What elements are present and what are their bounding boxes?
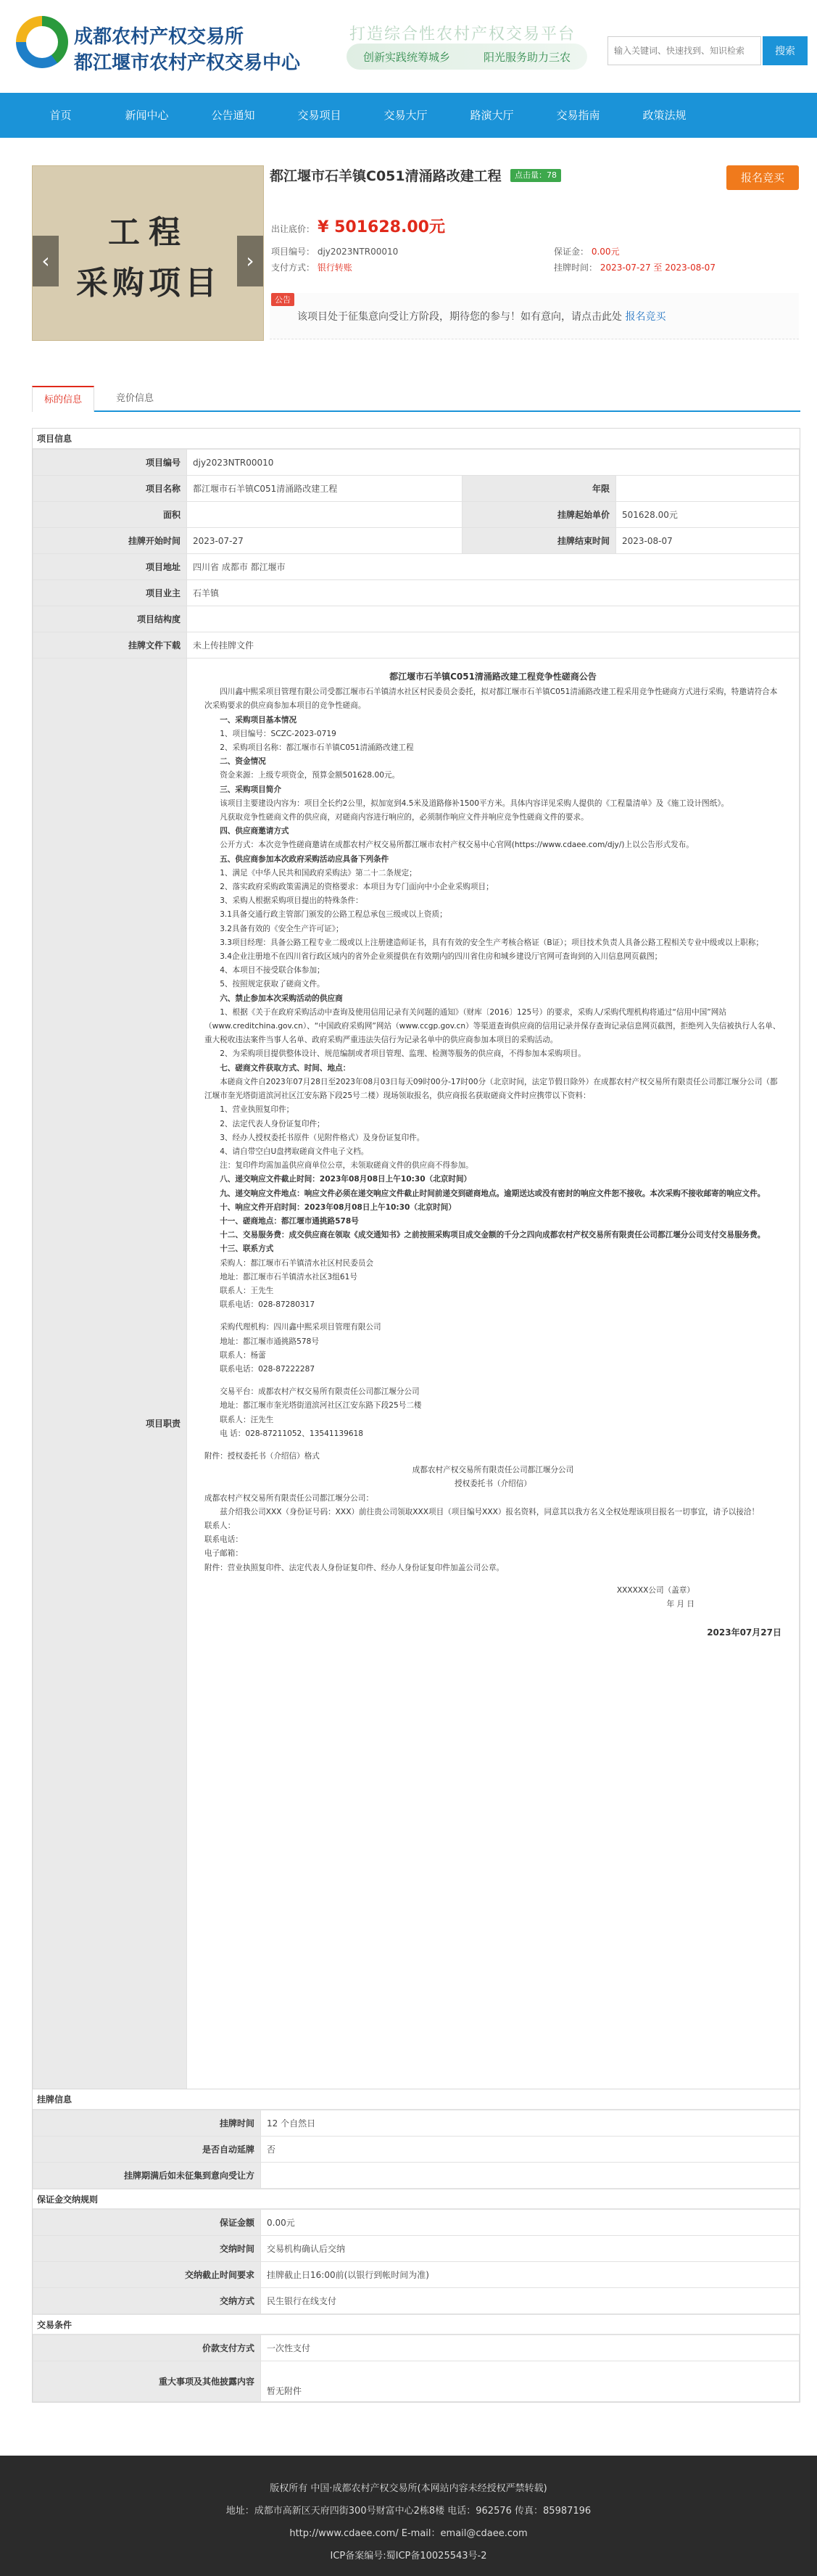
platform-tel: 电 话：028-87211052、13541139618	[220, 1429, 364, 1438]
ann-s5-7: 3.4企业注册地不在四川省行政区域内的省外企业须提供在有效期内的四川省住房和城乡建设厅官网可查询到的入川信息网页截图；	[220, 952, 663, 962]
nav-projects[interactable]: 交易项目	[297, 109, 341, 122]
address-label: 项目地址	[33, 554, 187, 580]
end-time-value: 2023-08-07	[616, 528, 800, 554]
attachment-heading: 成都农村产权交易所有限责任公司都江堰分公司	[412, 1466, 574, 1475]
banner-title: 工程	[108, 214, 189, 251]
attachment-note: 附件：授权委托书（介绍信）格式	[204, 1451, 320, 1461]
platform-address: 地址：都江堰市奎光塔街道滨河社区江安东路下段25号二楼	[220, 1401, 422, 1411]
attachment-contact: 联系人：	[204, 1521, 236, 1530]
nav-news[interactable]: 新闻中心	[125, 109, 169, 122]
ann-s7: 七、磋商文件获取方式、时间、地点：	[220, 1063, 351, 1073]
ann-s12: 十二、交易服务费：成交供应商在领取《成交通知书》之前按照采购项目成交金额的千分之四向成都农村产权交易所有限责任公司都江堰分公司支付交易服务费。	[220, 1231, 766, 1240]
area-label: 面积	[33, 502, 187, 528]
ann-s5-6: 3.3项目经理：具备公路工程专业二级或以上注册建造师证书，具有有效的安全生产考核合格证（B证）；项目技术负责人具备公路工程相关专业中级或以上职称；	[220, 938, 763, 947]
ann-s3-2: 凡获取竞争性磋商文件的供应商，对磋商内容进行响应的，必须制作响应文件并响应竞争性磋商文件的要求。	[220, 813, 589, 822]
project-name-value: 都江堰市石羊镇C051清涌路改建工程	[187, 476, 463, 502]
ann-s5: 五、供应商参加本次政府采购活动应具备下列条件	[220, 854, 389, 864]
agent-tel: 联系电话：028-87222287	[220, 1364, 315, 1374]
agent-address: 地址：都江堰市通挑路578号	[220, 1337, 319, 1346]
notice-message: 该项目处于征集意向受让方阶段，期待您的参与！如有意向，请点击此处	[297, 311, 622, 323]
footer-copyright: 版权所有 中国·成都农村产权交易所(本网站内容未经授权严禁转载)	[270, 2483, 547, 2494]
payment-label: 支付方式：	[271, 263, 315, 273]
attachment-signature: XXXXXX公司（盖章）	[616, 1585, 694, 1595]
spacer	[204, 1575, 781, 1584]
ann-intro: 四川鑫中熙采项目管理有限公司受都江堰市石羊镇清水社区村民委员会委托，拟对都江堰市石羊镇C051清涌路改建工程采用竞争性磋商方式进行采购，特邀请符合本次采购要求的供应商参加本项目的竞争性磋商。	[204, 688, 778, 711]
nav-guide[interactable]: 交易指南	[556, 109, 600, 122]
attachment-materials: 附件：营业执照复印件、法定代表人身份证复印件、经办人身份证复印件加盖公司公章。	[204, 1563, 505, 1572]
attachment-body: 兹介绍我公司XXX（身份证号码：XXX）前往贵公司领取XXX项目（项目编号XXX）报名资料，同意其以我方名义全权处理该项目报名一切事宜，请予以接洽！	[220, 1507, 760, 1516]
price-value: ¥ 501628.00元	[318, 218, 445, 236]
ann-s5-5: 3.2具备有效的《安全生产许可证》；	[220, 924, 344, 933]
address-value: 四川省 成都市 都江堰市	[187, 554, 800, 580]
attachment-recipient: 成都农村产权交易所有限责任公司都江堰分公司：	[204, 1493, 374, 1503]
structure-value	[187, 606, 800, 632]
spacer	[204, 1312, 781, 1321]
site-logo[interactable]	[16, 16, 68, 68]
ann-s4: 四、供应商邀请方式	[220, 827, 289, 836]
download-value: 未上传挂牌文件	[187, 632, 800, 659]
agent-name: 采购代理机构：四川鑫中熙采项目管理有限公司	[220, 1323, 381, 1332]
ann-s6-2: 2、为采购项目提供整体设计、规范编制或者项目管理、监理、检测等服务的供应商，不得参加本采购项目。	[220, 1049, 586, 1059]
ann-s8: 八、递交响应文件截止时间：2023年08月08日上午10:30（北京时间）	[220, 1175, 472, 1184]
ann-s11: 十一、磋商地点：都江堰市通挑路578号	[220, 1216, 359, 1226]
ann-s1: 一、采购项目基本情况	[220, 715, 297, 724]
buyer-name: 采购人：都江堰市石羊镇清水社区村民委员会	[220, 1258, 374, 1268]
buyer-tel: 联系电话：028-87280317	[220, 1300, 315, 1310]
deposit-row	[554, 245, 620, 257]
start-price-label: 挂牌起始单价	[463, 502, 616, 528]
ann-s3: 三、采购项目简介	[220, 785, 281, 794]
footer-address: 地址：成都市高新区天府四街300号财富中心2栋8楼 电话：962576 传真：85987196	[225, 2506, 592, 2517]
ann-s13: 十三、联系方式	[220, 1244, 274, 1254]
price-label: 出让底价：	[271, 224, 315, 234]
signup-label: 报名竞买	[740, 171, 784, 184]
deposit-amount-value: 0.00元	[261, 2210, 800, 2236]
ann-s5-4: 3.1具备交通行政主管部门颁发的公路工程总承包三级或以上资质；	[220, 910, 447, 920]
listing-time-value: 2023-07-27 至 2023-08-07	[600, 263, 716, 273]
ann-s9: 九、递交响应文件地点：响应文件必须在递交响应文件截止时间前递交到磋商地点。逾期送达或没有密封的响应文件恕不接收。本次采购不接收邮寄的响应文件。	[220, 1189, 766, 1198]
spacer	[204, 1376, 781, 1385]
listing-table	[33, 2110, 800, 2189]
brand-name: 成都农村产权交易所	[74, 26, 244, 48]
owner-value: 石羊镇	[187, 580, 800, 606]
project-banner	[32, 165, 264, 341]
attachment-tel: 联系电话：	[204, 1535, 243, 1545]
footer-contact[interactable]: http://www.cdaee.com/ E-mail：email@cdaee.com	[289, 2528, 528, 2539]
payment-method-value: 一次性支付	[261, 2335, 800, 2361]
ann-s7-4: 3、经办人授权委托书原件（见附件格式）及身份证复印件。	[220, 1133, 425, 1142]
project-info-section	[32, 428, 800, 2263]
slogan-main: 打造综合性农村产权交易平台	[349, 25, 576, 44]
auto-delay-value: 否	[261, 2137, 800, 2163]
deposit-time-label: 交纳时间	[33, 2236, 261, 2262]
ann-s4-1: 公开方式：本次竞争性磋商邀请在成都农村产权交易所都江堰市农村产权交易中心官网(https://www.cdaee.com/djy/)上以公告形式发布。	[220, 841, 694, 850]
term-label: 年限	[463, 476, 616, 502]
notice-text	[297, 309, 665, 323]
footer-icp[interactable]: ICP备案编号:蜀ICP备10025543号-2	[330, 2551, 487, 2561]
project-code-value: djy2023NTR00010	[317, 247, 399, 257]
site-header	[0, 0, 817, 93]
start-price-value: 501628.00元	[616, 502, 800, 528]
other-disclosure-label: 重大事项及其他披露内容	[33, 2361, 261, 2402]
terms-table	[33, 2334, 800, 2402]
search-button[interactable]: 搜索	[763, 36, 808, 65]
deposit-section-title: 保证金交纳规则	[33, 2189, 800, 2209]
slogan-sub-left: 创新实践统筹城乡	[362, 50, 450, 64]
description-label: 项目职责	[33, 659, 187, 2189]
platform-contact: 联系人：汪先生	[220, 1415, 274, 1424]
structure-label: 项目结构度	[33, 606, 187, 632]
start-time-value: 2023-07-27	[187, 528, 463, 554]
auto-delay-label: 是否自动延牌	[33, 2137, 261, 2163]
ann-s1-1: 1、项目编号：SCZC-2023-0719	[220, 729, 336, 738]
attachment-date: 年 月 日	[666, 1600, 694, 1609]
project-code-label: 项目编号	[33, 450, 187, 476]
end-time-label: 挂牌结束时间	[463, 528, 616, 554]
ann-s5-2: 2、落实政府采购政策需满足的资格要求：本项目为专门面向中小企业采购项目；	[220, 883, 494, 892]
chevron-right-icon[interactable]: ›	[237, 236, 263, 286]
listing-period-label: 挂牌时间	[33, 2110, 261, 2137]
payment-value: 银行转账	[317, 263, 352, 273]
chevron-left-icon[interactable]: ‹	[33, 236, 59, 286]
price-row	[271, 215, 445, 237]
tab-bid-info[interactable]: 竞价信息	[116, 393, 154, 404]
ann-s5-1: 1、满足《中华人民共和国政府采购法》第二十二条规定；	[220, 868, 417, 878]
ann-s2: 二、资金情况	[220, 757, 266, 767]
deposit-deadline-label: 交纳截止时间要求	[33, 2262, 261, 2288]
listing-time-row	[554, 261, 716, 273]
agent-contact: 联系人：杨蕾	[220, 1350, 266, 1360]
ann-s5-8: 4、本项目不接受联合体参加；	[220, 966, 325, 975]
download-label: 挂牌文件下载	[33, 632, 187, 659]
search-input[interactable]	[607, 36, 761, 65]
view-count-badge: 点击量：78	[510, 169, 561, 182]
listing-time-label: 挂牌时间：	[554, 263, 598, 273]
terms-section-title: 交易条件	[33, 2314, 800, 2334]
section-title: 项目信息	[33, 429, 800, 449]
ann-s10: 十、响应文件开启时间：2023年08月08日上午10:30（北京时间）	[220, 1202, 456, 1212]
listing-period-value: 12 个自然日	[261, 2110, 800, 2137]
slogan-sub	[347, 44, 587, 70]
listing-info-section	[32, 2089, 800, 2403]
nav-trading-hall[interactable]: 交易大厅	[383, 109, 428, 122]
project-code-value: djy2023NTR00010	[187, 450, 800, 476]
deposit-time-value: 交易机构确认后交纳	[261, 2236, 800, 2262]
term-value	[616, 476, 800, 502]
ann-s1-2: 2、采购项目名称：都江堰市石羊镇C051清涌路改建工程	[220, 743, 414, 753]
ann-s7-3: 2、法定代表人身份证复印件；	[220, 1119, 325, 1128]
ann-s7-6: 注：复印件均需加盖供应商单位公章，未领取磋商文件的供应商不得参加。	[220, 1161, 473, 1171]
project-info-table	[33, 449, 800, 2189]
main-nav	[0, 93, 817, 138]
announcement-body	[187, 659, 800, 2189]
deposit-deadline-value: 挂牌截止日16:00前(以银行到帐时间为准)	[261, 2262, 800, 2288]
project-code-row	[271, 245, 398, 257]
ann-s5-9: 5、按照规定获取了磋商文件。	[220, 980, 325, 989]
no-buyer-value	[261, 2163, 800, 2189]
project-code-label: 项目编号：	[271, 247, 315, 257]
notice-tag: 公告	[271, 293, 294, 306]
detail-tabs	[32, 380, 800, 412]
ann-s7-2: 1、营业执照复印件；	[220, 1105, 294, 1115]
owner-label: 项目业主	[33, 580, 187, 606]
ann-s5-3: 3、采购人根据采购项目提出的特殊条件：	[220, 896, 363, 906]
notice-signup-link[interactable]: 报名竞买	[625, 311, 666, 323]
platform-name: 交易平台：成都农村产权交易所有限责任公司都江堰分公司	[220, 1387, 420, 1397]
start-time-label: 挂牌开始时间	[33, 528, 187, 554]
brand-subname: 都江堰市农村产权交易中心	[74, 52, 301, 74]
ann-s6-1: 1、根据《关于在政府采购活动中查询及使用信用记录有关问题的通知》（财库〔2016〕125号）的要求，采购人/采购代理机构将通过“信用中国”网站（www.creditchina.gov.cn）、“中国政府采购网”网站（www.ccgp.gov.cn）等渠道查询供应商的信用记录并保存查询记录信息网页截图，拒绝列入失信被执行人名单、重大税收违法案件当事人名单、政府采购严重违法失信行为记录名单中的供应商参加本项目的采购活动。	[204, 1007, 781, 1045]
payment-method-label: 价款支付方式	[33, 2335, 261, 2361]
nav-roadshow[interactable]: 路演大厅	[470, 109, 514, 122]
announcement-date: 2023年07月27日	[707, 1627, 781, 1638]
buyer-address: 地址：都江堰市石羊镇清水社区3组61号	[220, 1272, 357, 1281]
deposit-table	[33, 2209, 800, 2314]
deposit-label: 保证金：	[554, 247, 589, 257]
banner-subtitle: 采购项目	[76, 265, 221, 302]
listing-section-title: 挂牌信息	[33, 2089, 800, 2110]
deposit-amount-label: 保证金额	[33, 2210, 261, 2236]
deposit-method-value: 民生银行在线支付	[261, 2288, 800, 2314]
project-summary	[32, 165, 800, 376]
announcement-title: 都江堰市石羊镇C051清涌路改建工程竞争性磋商公告	[389, 672, 597, 682]
ann-s7-1: 本磋商文件自2023年07月28日至2023年08月03日每天09时00分-17时00分（北京时间，法定节假日除外）在成都农村产权交易所有限责任公司都江堰分公司（都江堰市奎光塔街道滨河社区江安东路下段25号二楼）现场领取报名，供应商报名获取磋商文件时应携带以下资料：	[204, 1077, 778, 1101]
project-title: 都江堰市石羊镇C051清涌路改建工程	[270, 168, 502, 184]
ann-s7-5: 4、请自带空白U盘拷取磋商文件电子文档。	[220, 1147, 369, 1156]
no-buyer-label: 挂牌期满后如未征集到意向受让方	[33, 2163, 261, 2189]
attachment-email: 电子邮箱：	[204, 1549, 243, 1559]
nav-home[interactable]: 首页	[49, 109, 72, 122]
spacer	[204, 1611, 781, 1620]
deposit-method-label: 交纳方式	[33, 2288, 261, 2314]
attachment-subheading: 授权委托书（介绍信）	[455, 1479, 531, 1489]
site-footer	[0, 2456, 817, 2576]
signup-button[interactable]	[726, 165, 799, 190]
slogan-sub-right: 阳光服务助力三农	[483, 50, 571, 64]
project-name-label: 项目名称	[33, 476, 187, 502]
ann-s3-1: 该项目主要建设内容为：项目全长约2公里，拟加宽到4.5米及道路修补1500平方米。具体内容详见采购人提供的《工程量清单》及《施工设计图纸》。	[220, 798, 729, 808]
buyer-contact: 联系人：王先生	[220, 1286, 274, 1295]
other-disclosure-value: 暂无附件	[261, 2361, 800, 2402]
nav-policy[interactable]: 政策法规	[642, 109, 687, 122]
tab-item-info[interactable]: 标的信息	[32, 386, 94, 412]
ann-s6: 六、禁止参加本次采购活动的供应商	[220, 994, 343, 1003]
payment-row	[271, 261, 352, 273]
ann-s2-1: 资金来源：上级专项资金，预算金额501628.00元。	[220, 771, 400, 780]
spacer	[204, 1441, 781, 1450]
area-value	[187, 502, 463, 528]
deposit-value: 0.00元	[591, 247, 620, 257]
nav-notices[interactable]: 公告通知	[211, 109, 255, 122]
